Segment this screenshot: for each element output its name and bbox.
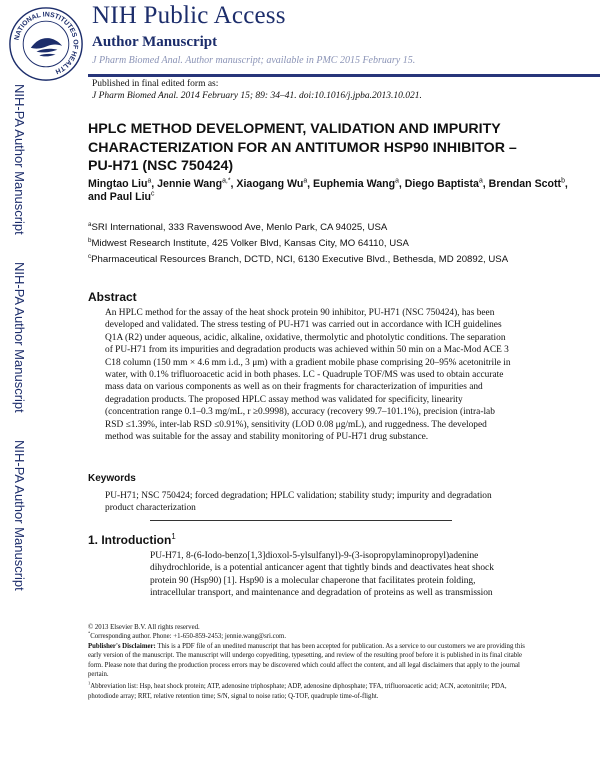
author-name: Xiaogang Wu	[236, 178, 304, 190]
author-name: Jennie Wang	[157, 178, 223, 190]
copyright-note: © 2013 Elsevier B.V. All rights reserved.	[88, 624, 200, 631]
author-separator: ,	[307, 178, 314, 190]
side-watermark: NIH-PA Author Manuscript	[12, 262, 27, 413]
corresponding-author-note: *Corresponding author. Phone: +1-650-859-2453; jennie.wang@sri.com.	[88, 631, 287, 641]
author-separator: ,	[230, 178, 237, 190]
author-separator: , and	[88, 178, 568, 203]
logo-ring-text: NATIONAL INSTITUTES OF HEALTH	[13, 11, 79, 75]
author-affiliation-mark: a	[303, 177, 308, 185]
article-title: HPLC METHOD DEVELOPMENT, VALIDATION AND IMPURITY CHARACTERIZATION FOR AN ANTITUMOR HSP90 INHIBITOR – PU-H71 (NSC 750424)	[88, 121, 517, 174]
affiliation-b: $^b$Midwest Research Institute, 425 Volker Blvd, Kansas City, MO 64110, USA	[88, 236, 409, 249]
keywords-heading: Keywords	[88, 473, 136, 484]
header-rule	[88, 74, 600, 77]
abbreviation-note: $^1$Abbreviation list: Hsp, heat shock protein; ATP, adenosine triphosphate; ADP, adenosine diphosphate; TFA, trifluoroacetic acid; ACN, acetonitrile; PDA, photodiode array; RRT, relative retention time; S/N, signal to noise ratio; Q-TOF, quadruple time-of-flight.	[88, 681, 507, 700]
introduction-heading: 1. Introduction$^1$	[88, 532, 176, 547]
keywords-text: PU-H71; NSC 750424; forced degradation; HPLC validation; stability study; impurity and degradation product characterization	[105, 491, 492, 514]
author-separator: ,	[482, 178, 489, 190]
pmc-availability-line: J Pharm Biomed Anal. Author manuscript; available in PMC 2015 February 15.	[92, 55, 416, 66]
author-name: Brendan Scott	[488, 178, 562, 190]
author-affiliation-mark: b	[561, 177, 565, 185]
journal-citation: J Pharm Biomed Anal. 2014 February 15; 89: 34–41. doi:10.1016/j.jpba.2013.10.021.	[92, 91, 422, 101]
author-name: Diego Baptista	[404, 178, 479, 190]
author-name: Mingtao Liu	[88, 178, 148, 190]
author-affiliation-mark: a,*	[222, 177, 231, 185]
author-list	[88, 178, 568, 204]
author-separator: ,	[151, 178, 158, 190]
abstract-text: An HPLC method for the assay of the heat shock protein 90 inhibitor, PU-H71 (NSC 750424), has been developed and validated. The stress testing of PU-H71 was carried out in accordance with ICH guidelines Q1A (R2) under aqueous, acidic, alkaline, oxidative, thermolytic and photolytic conditions. The separation of PU-H71 from its impurities and degradation products was achieved within 50 min on a Mac-Mod ACE 3 C18 column (150 mm × 4.6 mm i.d., 3 μm) with a gradient mobile phase comprising 20–95% acetonitrile in water, with 0.1% trifluoroacetic acid in both phases. LC - Quadruple TOF/MS was used to obtain accurate mass data on various components as well as on their fragments for characterization of impurities and degradation products. The proposed HPLC assay method was validated for specificity, linearity (concentration range 0.1–0.3 mg/mL, r ≥0.9998), accuracy (recovery 99.7–101.1%), precision (intra-lab RSD ≤1.39%, inter-lab RSD ≤0.91%), sensitivity (LOD 0.08 μg/mL), and ruggedness. The developed method was suitable for the assay and stability monitoring of PU-H71 drug substance.	[105, 308, 511, 443]
introduction-text: PU-H71, 8-(6-Iodo-benzo[1,3]dioxol-5-ylsulfanyl)-9-(3-isopropylaminopropyl)adenine dihydrochloride, is a potential anticancer agent that tightly binds and deactivates heat shock protein 90 (Hsp90) [1]. Hsp90 is a molecular chaperone that facilitates protein folding, intracellular transport, and maintenance and degradation of proteins as well as transmission	[150, 551, 494, 599]
author-affiliation-mark: a	[478, 177, 483, 185]
abstract-heading: Abstract	[88, 290, 137, 304]
section-divider	[150, 520, 452, 521]
affiliation-a: $^a$SRI International, 333 Ravenswood Ave, Menlo Park, CA 94025, USA	[88, 220, 388, 233]
side-watermark: NIH-PA Author Manuscript	[12, 84, 27, 235]
nih-seal-logo	[8, 6, 84, 82]
affiliation-c: $^c$Pharmaceutical Resources Branch, DCTD, NCI, 6130 Executive Blvd., Bethesda, MD 20892, USA	[88, 252, 509, 265]
author-affiliation-mark: c	[150, 190, 155, 198]
author-name: Paul Liu	[109, 191, 151, 203]
publisher-disclaimer: Publisher's Disclaimer: This is a PDF file of an unedited manuscript that has been accepted for publication. As a service to our customers we are providing this early version of the manuscript. The manuscript will undergo copyediting, typesetting, and review of the resulting proof before it is published in its final citable form. Please note that during the production process errors may be discovered which could affect the content, and all legal disclaimers that apply to the journal pertain.	[88, 642, 525, 679]
author-name: Euphemia Wang	[313, 178, 396, 190]
side-watermark: NIH-PA Author Manuscript	[12, 440, 27, 591]
published-label: Published in final edited form as:	[92, 79, 219, 89]
nih-public-access-title: NIH Public Access	[92, 2, 286, 29]
author-affiliation-mark: a	[147, 177, 152, 185]
footnotes	[88, 623, 528, 701]
author-manuscript-subtitle: Author Manuscript	[92, 34, 218, 50]
author-separator: ,	[398, 178, 405, 190]
author-affiliation-mark: a	[395, 177, 399, 185]
